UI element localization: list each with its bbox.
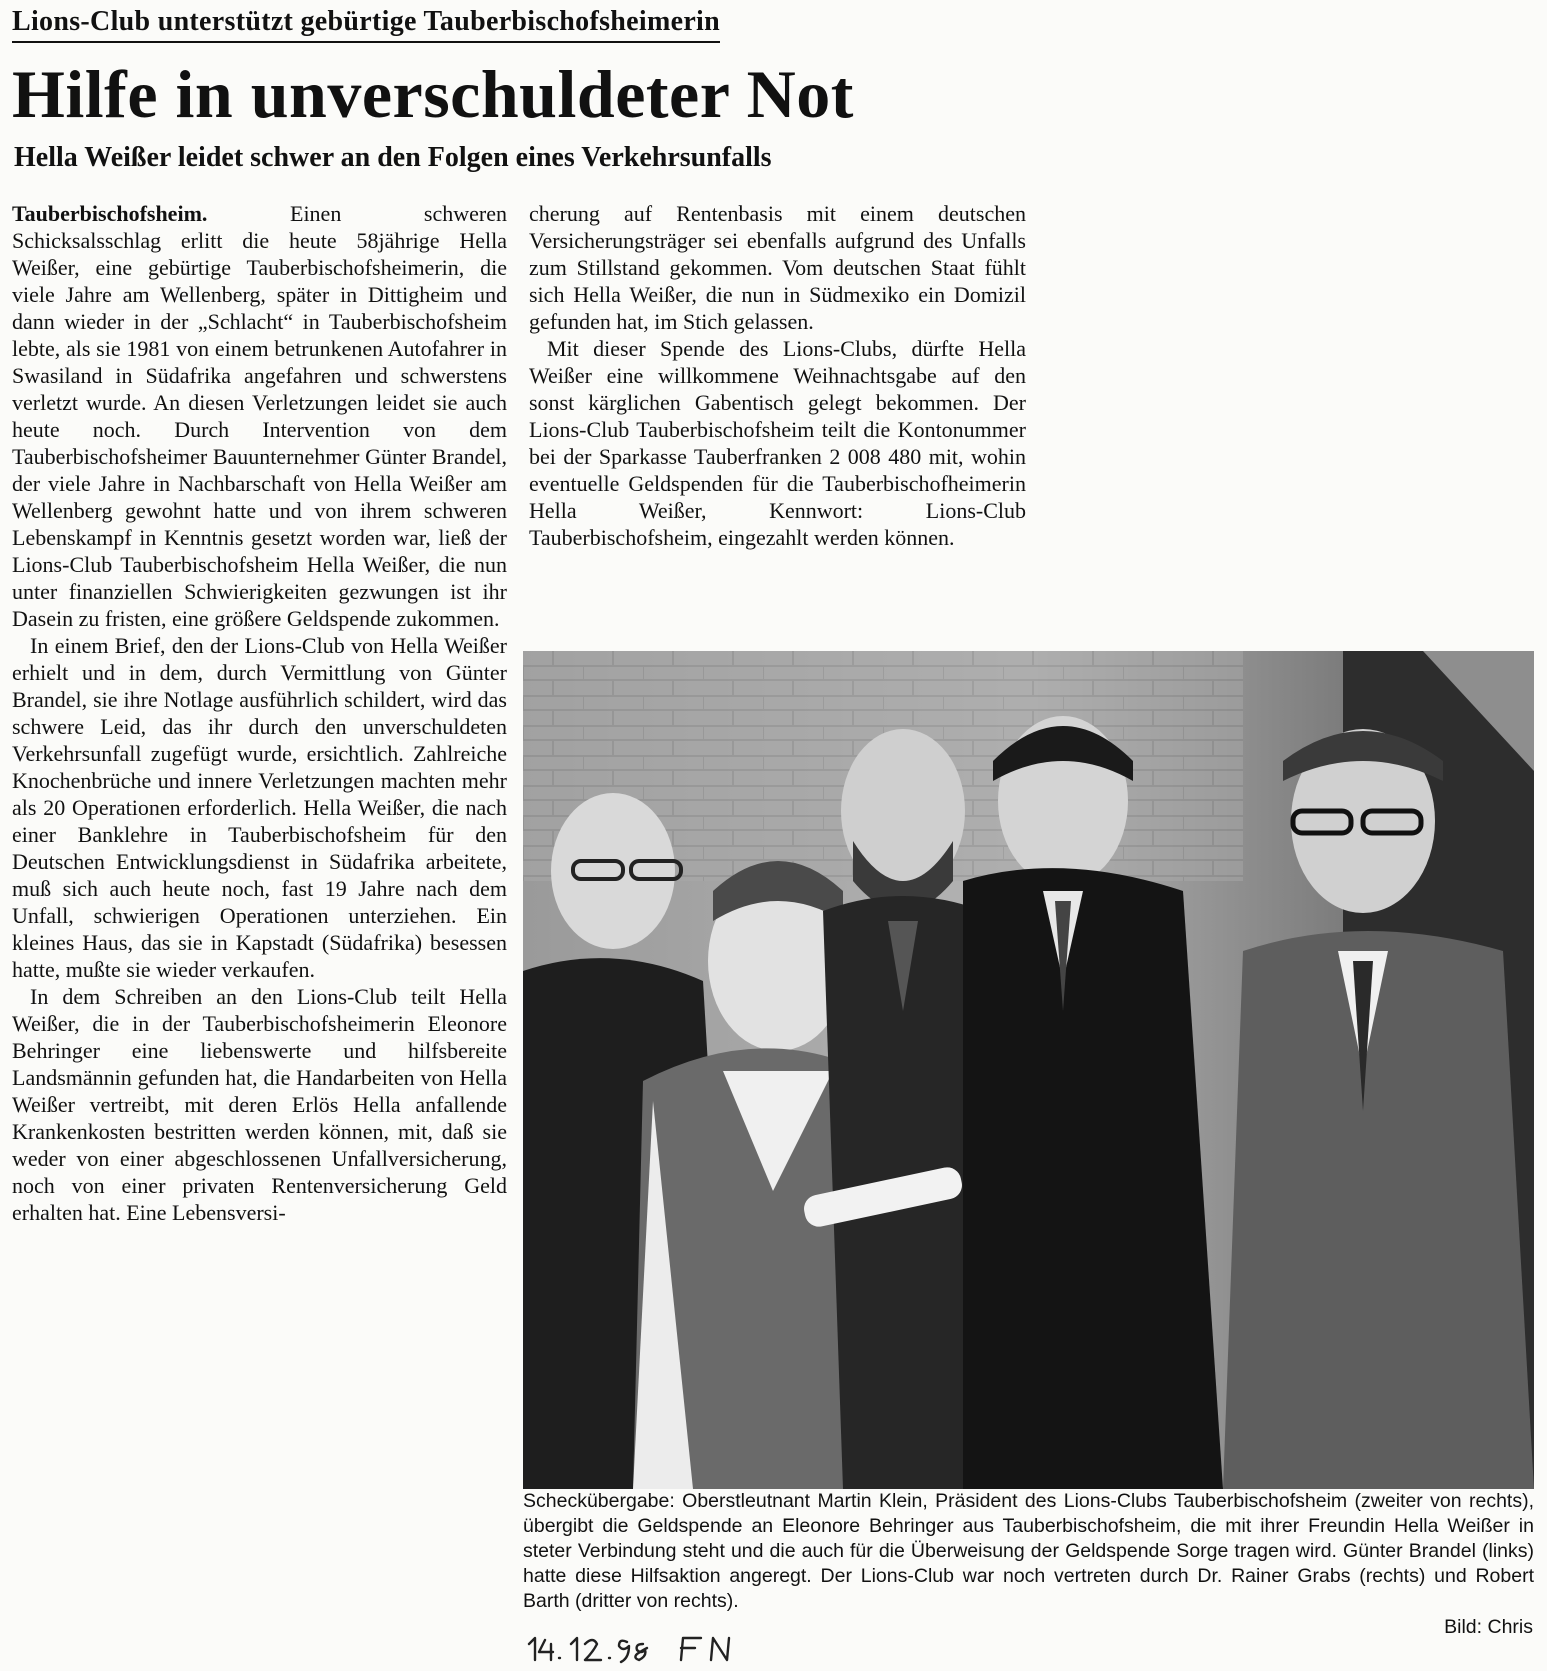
photo-credit: Bild: Chris [1444, 1616, 1533, 1638]
photo-caption: Scheckübergabe: Oberstleutnant Martin Klein, Präsident des Lions-Clubs Tauberbischofsheim (zweiter von rechts), übergibt die Geldspende an Eleonore Behringer aus Tauberbischofsheim, die mit ihrer Freundin Hella Weißer in steter Verbindung steht und die auch für die Überweisung der Geldspende Sorge tragen wird. Günter Brandel (links) hatte diese Hilfsaktion angeregt. Der Lions-Club war noch vertreten durch Dr. Rainer Grabs (rechts) und Robert Barth (dritter von rechts). [523, 1490, 1534, 1612]
article-column-2 [529, 200, 1026, 551]
paragraph-2: In einem Brief, den der Lions-Club von Hella Weißer erhielt und in dem, durch Vermittlung von Günter Brandel, sie ihre Notlage ausführlich schildert, wird das schwere Leid, das ihr durch den unverschuldeten Verkehrsunfall zugefügt wurde, ersichtlich. Zahlreiche Knochenbrüche und innere Verletzungen machten mehr als 20 Operationen erforderlich. Hella Weißer, die nach einer Banklehre in Tauberbischofsheim für den Deutschen Entwicklungsdienst in Südafrika arbeitete, muß sich auch heute noch, fast 19 Jahre nach dem Unfall, schwierigen Operationen unterziehen. Ein kleines Haus, das sie in Kapstadt (Südafrika) besessen hatte, mußte sie wieder verkaufen. [12, 633, 507, 982]
handwritten-date-note [523, 1614, 783, 1666]
kicker: Lions-Club unterstützt gebürtige Tauberbischofsheimerin [12, 4, 720, 43]
photo-illustration [523, 651, 1534, 1489]
paragraph-1 [12, 200, 507, 632]
paragraph-5: Mit dieser Spende des Lions-Clubs, dürfte Hella Weißer eine willkommene Weihnachtsgabe auf den sonst kärglichen Gabentisch gelegt bekommen. Der Lions-Club Tauberbischofsheim teilt die Kontonummer bei der Sparkasse Tauberfranken 2 008 480 mit, wohin eventuelle Geldspenden für die Tauberbischofheimerin Hella Weißer, Kennwort: Lions-Club Tauberbischofsheim, eingezahlt werden können. [529, 336, 1026, 550]
paragraph-1-text: Einen schweren Schicksalsschlag erlitt die heute 58jährige Hella Weißer, eine gebürtige Tauberbischofsheimerin, die viele Jahre am Wellenberg, später in Dittigheim und dann wieder in der „Schlacht“ in Tauberbischofsheim lebte, als sie 1981 von einem betrunkenen Autofahrer in Swasiland in Südafrika angefahren und schwerstens verletzt wurde. An diesen Verletzungen leidet sie auch heute noch. Durch Intervention von dem Tauberbischofsheimer Bauunternehmer Günter Brandel, der viele Jahre in Nachbarschaft von Hella Weißer am Wellenberg gewohnt hatte und von ihrem schweren Lebenskampf in Kenntnis gesetzt worden war, ließ der Lions-Club Tauberbischofsheim Hella Weißer, die nun unter finanziellen Schwierigkeiten gezwungen ist ihr Dasein zu fristen, eine größere Geldspende zukommen. [12, 201, 507, 631]
paragraph-4: cherung auf Rentenbasis mit einem deutschen Versicherungsträger sei ebenfalls aufgrund des Unfalls zum Stillstand gekommen. Vom deutschen Staat fühlt sich Hella Weißer, die nun in Südmexiko ein Domizil gefunden hat, im Stich gelassen. [529, 201, 1026, 334]
subheadline: Hella Weißer leidet schwer an den Folgen eines Verkehrsunfalls [14, 142, 772, 173]
headline: Hilfe in unverschuldeter Not [12, 56, 854, 132]
dateline: Tauberbischofsheim. [12, 201, 208, 226]
news-photo [523, 651, 1534, 1489]
handwritten-note-drawing [523, 1614, 783, 1666]
paragraph-3: In dem Schreiben an den Lions-Club teilt Hella Weißer, die in der Tauberbischofsheimerin Eleonore Behringer eine liebenswerte und hilfsbereite Landsmännin gefunden hat, die Handarbeiten von Hella Weißer vertreibt, mit deren Erlös Hella anfallende Krankenkosten bestritten werden können, mit, daß sie weder von einer abgeschlossenen Unfallversicherung, noch von einer privaten Rentenversicherung Geld erhalten hat. Eine Lebensversi- [12, 984, 507, 1225]
article-column-1 [12, 200, 507, 1226]
